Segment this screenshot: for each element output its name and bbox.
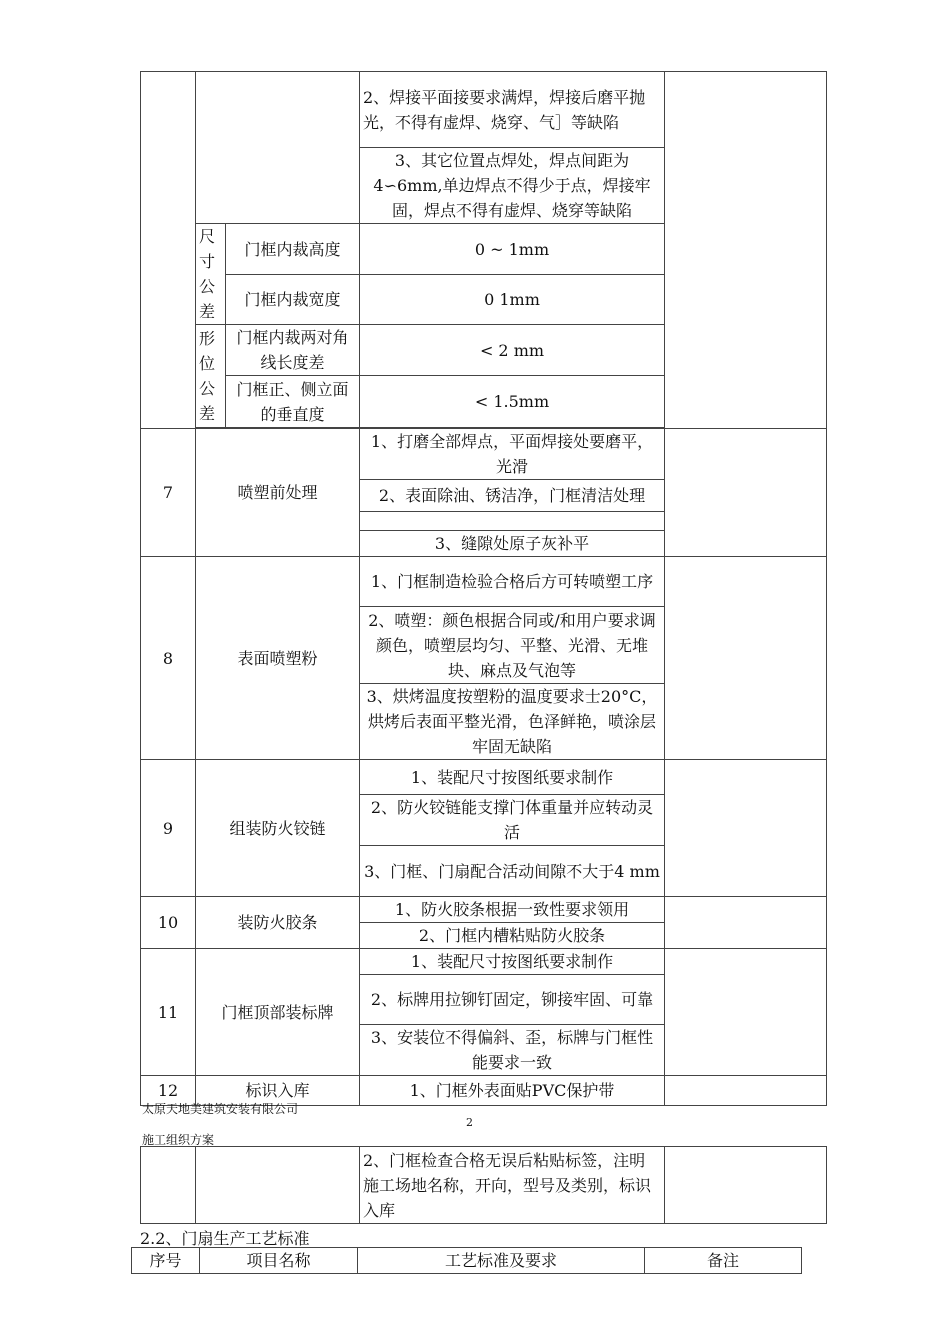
row-number: 11 [141, 949, 196, 1076]
process-standard-table [140, 71, 827, 1106]
position-tolerance-label: 形位公差 [196, 325, 226, 428]
row-number: 8 [141, 557, 196, 760]
requirement-item: 1、防火胶条根据一致性要求领用 [360, 897, 665, 923]
requirement-item: 1、门框制造检验合格后方可转喷塑工序 [360, 557, 665, 607]
row-number: 10 [141, 897, 196, 949]
verticality-value: < 1.5mm [360, 376, 665, 428]
row-6-number-cell [141, 72, 196, 429]
row-number: 7 [141, 429, 196, 557]
remark-cell [665, 429, 827, 557]
requirement-item: 2、喷塑：颜色根据合同或/和用户要求调颜色，喷塑层均匀、平整、光滑、无堆块、麻点及气泡等 [360, 607, 665, 684]
requirement-item: 3、门框、门扇配合活动间隙不大于4 mm [360, 846, 665, 897]
door-leaf-standard-table [131, 1247, 802, 1274]
dimension-tolerance-label: 尺寸公差 [196, 224, 226, 325]
column-header-remarks: 备注 [645, 1248, 802, 1274]
header-document-title: 施工组织方案 [142, 1133, 215, 1147]
requirement-item: 3、安装位不得偏斜、歪，标牌与门框性能要求一致 [360, 1025, 665, 1076]
item-name-cell [196, 1147, 360, 1224]
item-name: 装防火胶条 [196, 897, 360, 949]
remark-cell [665, 1076, 827, 1106]
column-header-number: 序号 [132, 1248, 200, 1274]
requirement-item: 1、装配尺寸按图纸要求制作 [360, 760, 665, 795]
requirement-item: 1、打磨全部焊点，平面焊接处要磨平，光滑 [360, 429, 665, 480]
row-6-remark-cell [665, 72, 827, 429]
page-number: 2 [466, 1116, 473, 1129]
diagonal-diff-value: < 2 mm [360, 325, 665, 376]
row-6-name-cell [196, 72, 360, 224]
item-name: 标识入库 [196, 1076, 360, 1106]
verticality-label: 门框正、侧立面的垂直度 [226, 376, 360, 428]
requirement-item: 3、缝隙处原子灰补平 [360, 531, 665, 557]
continuation-table [140, 1146, 827, 1224]
requirement-item: 2、门框内槽粘贴防火胶条 [360, 923, 665, 949]
column-header-requirements: 工艺标准及要求 [358, 1248, 645, 1274]
row-number-cell [141, 1147, 196, 1224]
frame-height-label: 门框内裁高度 [226, 224, 360, 275]
requirement-item: 2、表面除油、锈洁净，门框清洁处理 [360, 480, 665, 512]
item-name: 表面喷塑粉 [196, 557, 360, 760]
requirement-item: 2、防火铰链能支撑门体重量并应转动灵活 [360, 795, 665, 846]
item-name: 喷塑前处理 [196, 429, 360, 557]
requirement-item: 1、装配尺寸按图纸要求制作 [360, 949, 665, 975]
diagonal-diff-label: 门框内裁两对角线长度差 [226, 325, 360, 376]
welding-requirement-3: 3、其它位置点焊处，焊点间距为4∽6mm,单边焊点不得少于点，焊接牢固，焊点不得有虚焊、烧穿等缺陷 [360, 148, 665, 224]
frame-width-value: 0 1mm [360, 275, 665, 325]
frame-width-label: 门框内裁宽度 [226, 275, 360, 325]
item-name: 门框顶部装标牌 [196, 949, 360, 1076]
section-title: 2.2、门扇生产工艺标准 [140, 1229, 310, 1248]
remark-cell [665, 949, 827, 1076]
footer-company-name: 太原天地美建筑安装有限公司 [142, 1102, 299, 1116]
column-header-item-name: 项目名称 [200, 1248, 358, 1274]
remark-cell [665, 897, 827, 949]
row-number: 12 [141, 1076, 196, 1106]
requirement-item: 1、门框外表面贴PVC保护带 [360, 1076, 665, 1106]
requirement-item [360, 512, 665, 531]
requirement-item: 2、标牌用拉铆钉固定，铆接牢固、可靠 [360, 975, 665, 1025]
frame-height-value: 0 ~ 1mm [360, 224, 665, 275]
remark-cell [665, 557, 827, 760]
remark-cell [665, 1147, 827, 1224]
requirement-item: 2、门框检查合格无误后粘贴标签，注明施工场地名称，开向，型号及类别，标识入库 [360, 1147, 665, 1224]
requirement-item: 3、烘烤温度按塑粉的温度要求士20°C，烘烤后表面平整光滑，色泽鲜艳，喷涂层牢固无缺陷 [360, 684, 665, 760]
item-name: 组装防火铰链 [196, 760, 360, 897]
remark-cell [665, 760, 827, 897]
welding-requirement-2: 2、焊接平面接要求满焊，焊接后磨平抛光，不得有虚焊、烧穿、气］等缺陷 [360, 72, 665, 148]
row-number: 9 [141, 760, 196, 897]
